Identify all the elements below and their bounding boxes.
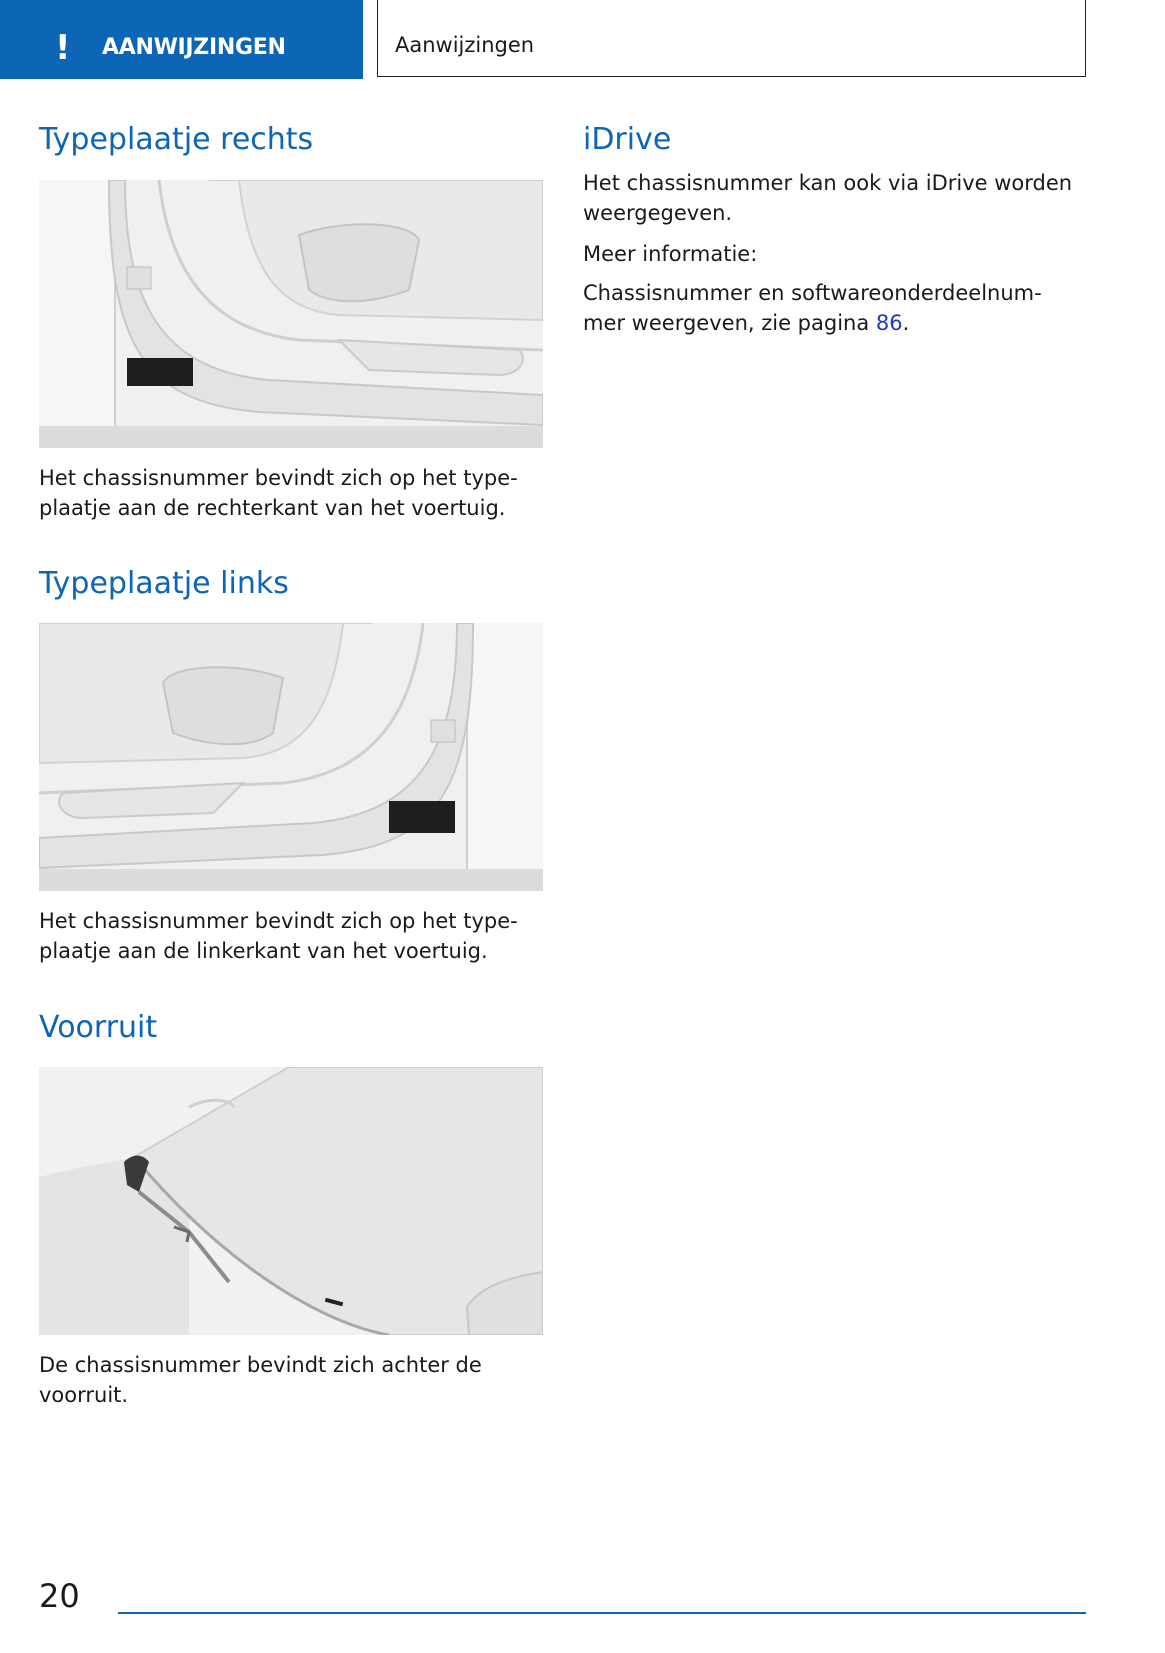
section-tab (0, 0, 363, 79)
chapter-label: Aanwijzingen (395, 33, 535, 57)
section-label: AANWIJZINGEN (102, 35, 286, 60)
section-title-idrive: iDrive (583, 122, 672, 157)
chapter-header (377, 0, 1086, 77)
section-title-windscreen: Voorruit (39, 1010, 158, 1045)
right-plate-caption: Het chassisnummer bevindt zich op het type- plaatje aan de rechterkant van het voertuig. (39, 466, 518, 520)
windscreen-caption: De chassisnummer bevindt zich achter de voorruit. (39, 1353, 482, 1407)
footer-divider (118, 1612, 1086, 1614)
page-number: 20 (39, 1577, 80, 1615)
exclamation-icon: ! (55, 28, 71, 68)
idrive-paragraph-3: Chassisnummer en softwareonderdeelnum- mer weergeven, zie pagina 86. (583, 281, 1042, 335)
idrive-paragraph-1: Het chassisnummer kan ook via iDrive worden weergegeven. (583, 171, 1073, 225)
left-plate-caption: Het chassisnummer bevindt zich op het type- plaatje aan de linkerkant van het voertuig. (39, 909, 518, 963)
right-plate-illustration (39, 180, 543, 448)
page-link[interactable]: 86 (875, 311, 903, 335)
left-plate-illustration (39, 623, 543, 891)
section-title-right-plate: Typeplaatje rechts (39, 122, 314, 157)
idrive-paragraph-2: Meer informatie: (583, 242, 758, 266)
section-title-left-plate: Typeplaatje links (39, 566, 289, 601)
windscreen-illustration (39, 1067, 543, 1335)
